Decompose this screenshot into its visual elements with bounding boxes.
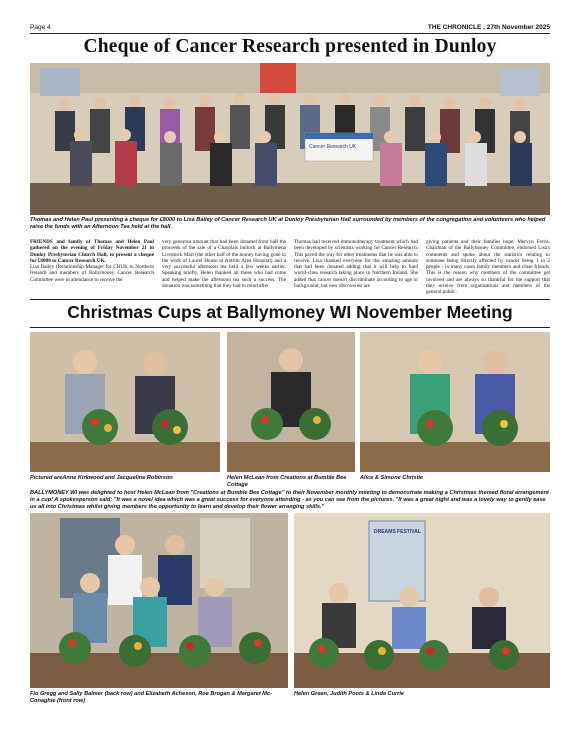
article-col4-text: giving patients and their families hope. Mervyn Ferris, Chairman of the Ballymoney Committee, endorsed Lisa's comments and spoke about the statistics relating to someone being directly affected by cancer being 1 in 2 people - in many cases family members and close friends. This is the reason why members of the committee get involved and are always so thankful for the support that they receive from organisations and members of the general public. — [426, 239, 550, 296]
wi-photo-3 — [360, 332, 550, 472]
header-rule — [30, 33, 550, 34]
poster-text: DREAMS FESTIVAL — [374, 529, 421, 535]
article-col3-text: Thomas had received immunotherapy treatment which had been developed by scientists working for Cancer Research. This paved the way for other treatments that he was able to receive. Lisa thanked everyone for the amazing amount that had been donated adding that it will help to fund world-class research taking place in Northern Ireland. She added that cancer doesn't discriminate according to age or background, but new discoveries are — [294, 239, 418, 290]
wi-caption-5: Helen Green, Judith Poots & Linda Currie — [294, 691, 405, 697]
wi-photo-1 — [30, 332, 220, 472]
group-photo — [30, 63, 550, 215]
headline-christmas-cups: Christmas Cups at Ballymoney WI November Meeting — [67, 302, 513, 322]
article-column-3 — [294, 239, 418, 297]
article-column-2 — [162, 239, 286, 297]
section-rule — [30, 299, 550, 300]
page-number: Page 4 — [30, 24, 51, 31]
publication-dateline: THE CHRONICLE , 27th November 2025 — [427, 24, 550, 31]
article-column-4 — [426, 239, 550, 297]
wi-photo-4 — [30, 513, 288, 688]
article-col1-text: Lisa Bailey (Relationship Manager for CRUK in Northern Ireland) and members of Ballymoney Cancer Research Committee were in attendance to receive the — [30, 264, 154, 283]
wi-caption-1: Pictured areAnne Kirkwood and Jacqueline Robinson — [30, 475, 173, 481]
headline-cheque: Cheque of Cancer Research presented in Dunloy — [83, 36, 497, 57]
cheque-photo-caption: Thomas and Helen Paul presenting a cheque for £8000 to Lisa Bailey of Cancer Research UK at Dunloy Presbyterian Hall surrounded by members of the congregation and volunteers who helped raise the funds with an Afternoon Tea held at the hall. — [30, 217, 546, 230]
wi-photo-2 — [227, 332, 355, 472]
wi-caption-4: Flo Gregg and Sally Balmer (back row) and Elizabeth Acheson, Roe Brogan & Margaret Mc-Conaghie (front row) — [30, 691, 272, 704]
article-column-1 — [30, 239, 154, 297]
wi-photo-5 — [294, 513, 550, 688]
cheque-article-body — [30, 239, 550, 297]
wi-caption-2: Helen McLean from Creations at Bumble Bee Cottage — [227, 475, 347, 488]
section-rule-2 — [30, 327, 550, 328]
wi-article-body: BALLYMONEY WI was delighted to host Helen McLean from "Creations at Bumble Bee Cottage" to their November monthly meeting to demonstrate making a Christmas themed floral arrangement in a cup! A spokesperson said: "It was a novel idea which was a great success for everyone attending - as you can see from the pictures. "It was a great night and was a lovely way to gently ease us all into Christmas whilst giving members the opportunity to learn and develop their flower arranging skills." — [30, 490, 549, 510]
article-col2-text: very generous amount that had been donated from half the proceeds of the sale of a Charolais bullock at Ballymena Livestock Mart (the other half of the money having gone to the work of Laurel House at Antrim Area Hospital) and a very successful afternoon tea held a few weeks earlier. Speaking briefly, Helen thanked all those who had come and helped make the afternoon tea such a success. The donation was something that they had in mind after — [162, 239, 286, 290]
article-lead: FRIENDS and family of Thomas and Helen Paul gathered on the evening of Friday November 21 in Dunloy Presbyterian Church Hall, to present a cheque for £8000 to Cancer Research UK. — [30, 239, 154, 264]
cheque-text: Cancer Research UK — [309, 144, 357, 150]
wi-caption-3: Alice & Simone Christie — [360, 475, 424, 481]
